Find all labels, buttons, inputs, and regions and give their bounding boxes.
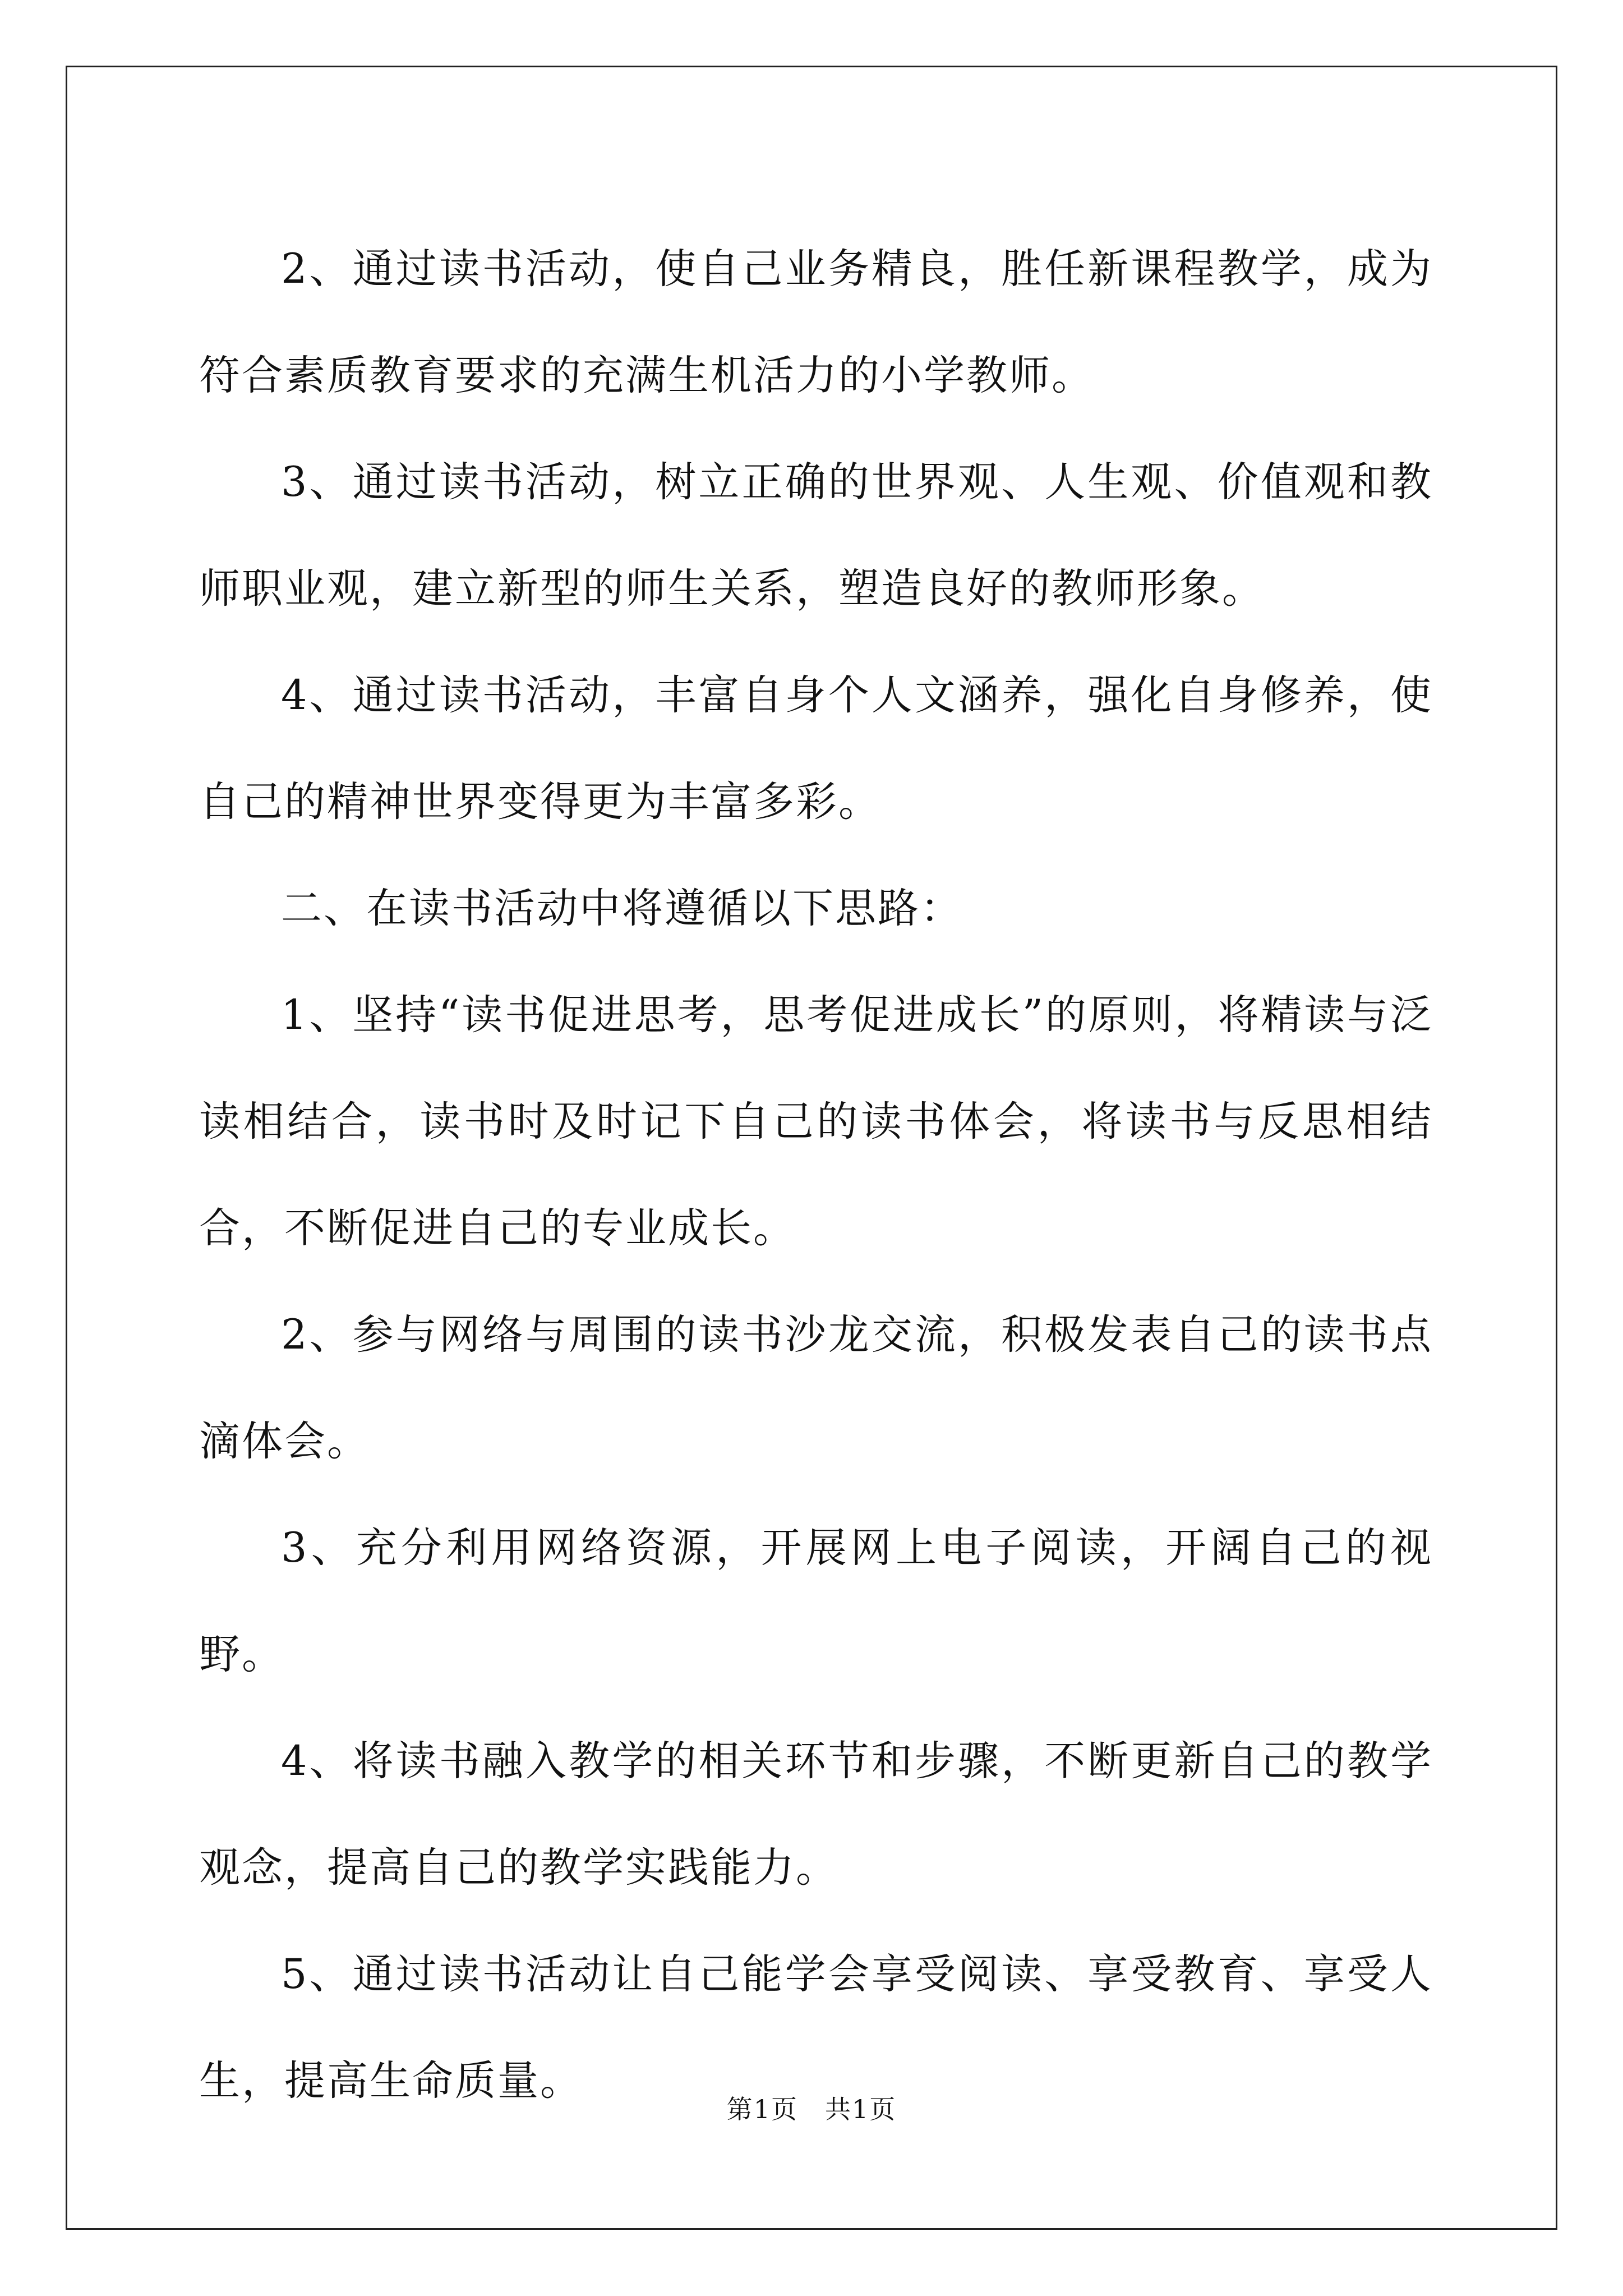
paragraph: 2、通过读书活动，使自己业务精良，胜任新课程教学，成为符合素质教育要求的充满生机活力的小学教师。: [199, 245, 1433, 399]
paragraph: 2、参与网络与周围的读书沙龙交流，积极发表自己的读书点滴体会。: [199, 1311, 1433, 1465]
paragraph: 5、通过读书活动让自己能学会享受阅读、享受教育、享受人生，提高生命质量。: [199, 1950, 1433, 2105]
paragraph: 4、通过读书活动，丰富自身个人文涵养，强化自身修养，使自己的精神世界变得更为丰富多彩。: [199, 671, 1433, 826]
page-number-footer: 第1页 共1页: [726, 2094, 897, 2124]
paragraph: 3、充分利用网络资源，开展网上电子阅读，开阔自己的视野。: [199, 1524, 1433, 1678]
section-heading: 二、在读书活动中将遵循以下思路：: [281, 885, 963, 932]
document-body: [199, 216, 1433, 2134]
paragraph: 4、将读书融入教学的相关环节和步骤，不断更新自己的教学观念，提高自己的教学实践能力。: [199, 1737, 1433, 1892]
paragraph: 1、坚持“读书促进思考，思考促进成长”的原则，将精读与泛读相结合，读书时及时记下自己的读书体会，将读书与反思相结合，不断促进自己的专业成长。: [199, 991, 1433, 1252]
paragraph: 3、通过读书活动，树立正确的世界观、人生观、价值观和教师职业观，建立新型的师生关系，塑造良好的教师形象。: [199, 458, 1433, 613]
